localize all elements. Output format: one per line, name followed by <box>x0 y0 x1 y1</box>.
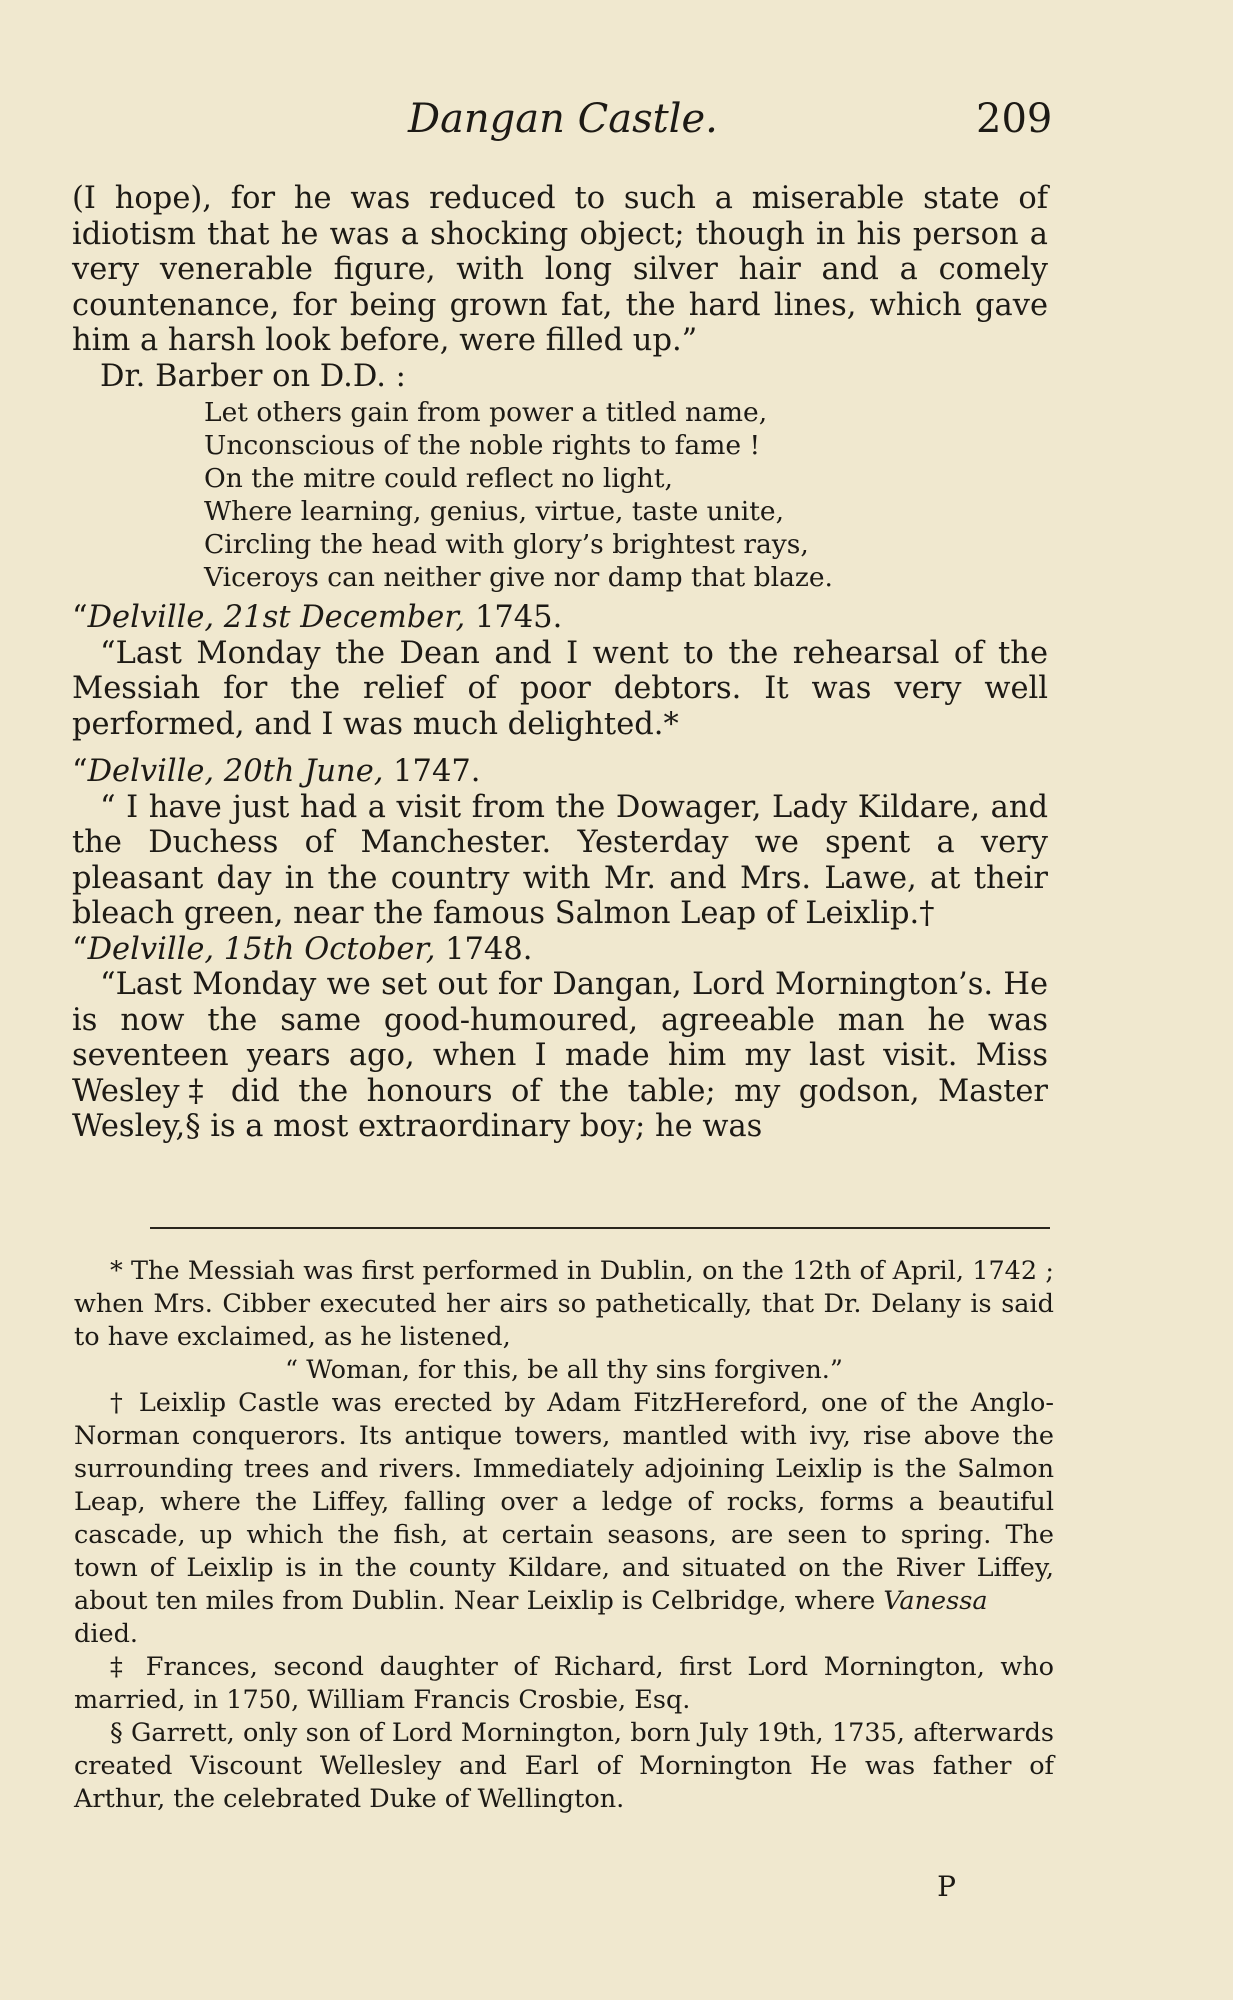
poem-line: Unconscious of the noble rights to fame ! <box>204 430 761 461</box>
footnote-frances: ‡ Frances, second daughter of Richard, first Lord Mornington, who married, in 1750, William Francis Crosbie, Esq. <box>74 1652 1054 1715</box>
letter-year: 1748. <box>435 931 533 967</box>
paragraph-continuation: (I hope), for he was reduced to such a miserable state of idiotism that he was a shocking object; though in his person a very venerable figure, with long silver hair and a comely countenance, for being grown fat, the hard lines, which gave him a harsh look before, were filled up.” <box>72 181 1048 358</box>
letter-dateline <box>72 754 1048 790</box>
open-quote: “ <box>72 600 88 635</box>
letter-year: 1745. <box>465 600 563 635</box>
open-quote: “ <box>72 754 88 789</box>
letter-place-date: Delville, 21st December, <box>87 600 466 635</box>
letter-year: 1747. <box>383 754 481 789</box>
letter-paragraph: “Last Monday we set out for Dangan, Lord Mornington’s. He is now the same good-humoured, agreeable man he was seventeen years ago, when I made him my last visit. Miss Wesley‡ did the honours of the table; my godson, Master Wesley,§ is a most extraordinary boy; he was <box>72 967 1048 1144</box>
footnote-text: † Leixlip Castle was erected by Adam FitzHereford, one of the Anglo-Norman conquerors. Its antique towers, mantled with ivy, rise above the surrounding trees and rivers. Immediately adjoining Leixlip is the Salmon Leap, where the Liffey, falling over a ledge of rocks, forms a beautiful cascade, up which the fish, at certain seasons, are seen to spring. The town of Leixlip is in the county Kildare, and situated on the River Liffey, about ten miles from Dublin. Near Leixlip is Celbridge, where <box>74 1388 1054 1616</box>
poem-line: Let others gain from power a titled name, <box>204 397 768 428</box>
main-text <box>72 181 1048 1145</box>
page-header <box>0 96 1233 146</box>
footnote-divider <box>150 1227 1050 1229</box>
open-quote: “ <box>72 931 88 967</box>
footnote-quote: “ Woman, for this, be all thy sins forgiven.” <box>285 1355 843 1385</box>
poem-line: Where learning, genius, virtue, taste unite, <box>204 496 785 527</box>
letter-paragraph: “ I have just had a visit from the Dowager, Lady Kildare, and the Duchess of Manchester. Yesterday we spent a very pleasant day in the country with Mr. and Mrs. Lawe, at their bleach green, near the famous Salmon Leap of Leixlip.† <box>72 789 1048 931</box>
footnote-messiah: * The Messiah was first performed in Dublin, on the 12th of April, 1742 ; when Mrs. Cibber executed her airs so pathetically, that Dr. Delany is said to have exclaimed, as he listened, <box>74 1256 1054 1352</box>
footnote-garrett: § Garrett, only son of Lord Mornington, born July 19th, 1735, afterwards created Viscount Wellesley and Earl of Mornington He was father of Arthur, the celebrated Duke of Wellington. <box>74 1718 1054 1814</box>
footnotes <box>74 1255 1054 1903</box>
letter-dateline <box>72 600 1048 636</box>
letter-place-date: Delville, 15th October, <box>87 931 436 967</box>
poem <box>204 396 1048 594</box>
poem-line: Circling the head with glory’s brightest rays, <box>204 529 809 560</box>
poem-line: Viceroys can neither give nor damp that blaze. <box>204 562 833 593</box>
footnote-end: died. <box>74 1619 138 1649</box>
letter-place-date: Delville, 20th June, <box>87 754 384 789</box>
poem-attribution: Dr. Barber on D.D. : <box>100 358 406 394</box>
letter-paragraph: “Last Monday the Dean and I went to the rehearsal of the Messiah for the relief of poor debtors. It was very well performed, and I was much delighted.* <box>72 635 1048 742</box>
footnote-leixlip <box>74 1387 1054 1618</box>
footnote-italic-name: Vanessa <box>883 1586 988 1616</box>
running-title: Dangan Castle. <box>408 96 718 142</box>
page-number: 209 <box>976 96 1053 142</box>
poem-line: On the mitre could reflect no light, <box>204 463 673 494</box>
signature-mark: P <box>937 1870 956 1903</box>
letter-dateline <box>72 932 1048 968</box>
